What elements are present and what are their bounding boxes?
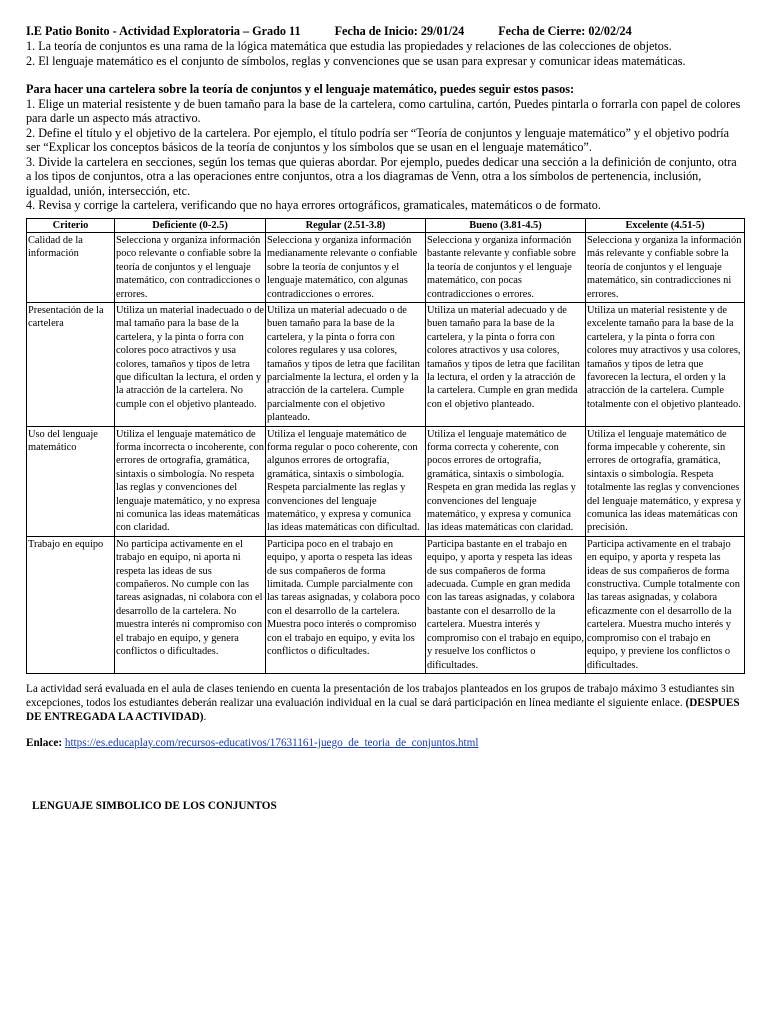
evaluation-text: La actividad será evaluada en el aula de clases teniendo en cuenta la presentación de los trabajos planteados en los grupos de trabajo máximo 3 estudiantes sin excepciones, todos los estudiantes deberán realizar una evaluación individual en la cual se dará participación en línea mediante el siguiente enlace.	[26, 682, 735, 709]
rubric-cell: Utiliza un material inadecuado o de mal tamaño para la base de la cartelera, y la pinta o forra con colores poco atractivos y usa colores, tamaños y tipos de letra que dificultan la lectura, el orden y la atracción de la cartelera. No cumple con el objetivo planteado.	[115, 302, 266, 426]
rubric-cell: Participa activamente en el trabajo en equipo, y aporta y respeta las ideas de sus compañeros de forma constructiva. Cumple totalmente con las tareas asignadas, y colabora eficazmente con el desarrollo de la cartelera. Muestra mucho interés y compromiso con el trabajo en equipo, y previene los conflictos o dificultades.	[586, 536, 745, 673]
rubric-cell: No participa activamente en el trabajo en equipo, ni aporta ni respeta las ideas de sus compañeros. No cumple con las tareas asignadas, ni colabora con el desarrollo de la cartelera. No muestra interés ni compromiso con el trabajo en equipo, y genera conflictos o dificultades.	[115, 536, 266, 673]
enlace-line	[26, 736, 742, 750]
rubric-cell: Participa poco en el trabajo en equipo, y aporta o respeta las ideas de sus compañeros de forma limitada. Cumple parcialmente con las tareas asignadas, y colabora poco con el desarrollo de la cartelera. Muestra poco interés o compromiso con el trabajo en equipo, y evita los conflictos o dificultades.	[266, 536, 426, 673]
rubric-table	[26, 218, 745, 674]
evaluation-note: (DESPUES DE ENTREGADA LA ACTIVIDAD)	[26, 696, 740, 723]
document-header	[26, 24, 742, 39]
step-item: 3. Divide la cartelera en secciones, según los temas que quieras abordar. Por ejemplo, puedes dedicar una sección a la definición de conjunto, otra a los tipos de conjuntos, otra a las operaciones entre conjuntos, otra a los diagramas de Venn, otra a los símbolos de pertenencia, inclusión, igualdad, unión, intersección, etc.	[26, 154, 737, 198]
rubric-cell: Utiliza un material adecuado o de buen tamaño para la base de la cartelera, y la pinta o forra con colores regulares y usa colores, tamaños y tipos de letra que facilitan parcialmente la lectura, el orden y la atracción de la cartelera. Cumple parcialmente con el objetivo planteado.	[266, 302, 426, 426]
rubric-cell: Utiliza el lenguaje matemático de forma regular o poco coherente, con algunos errores de ortografía, gramática, sintaxis o simbología. Respeta parcialmente las reglas y convenciones del lenguaje matemático, y expresa y comunica las ideas matemáticas con dificultad.	[266, 426, 426, 536]
rubric-cell: Selecciona y organiza información bastante relevante y confiable sobre la teoría de conjuntos y el lenguaje matemático, con pocas contradicciones o errores.	[426, 232, 586, 302]
activity-link[interactable]: https://es.educaplay.com/recursos-educativos/17631161-juego_de_teoria_de_conjuntos.html	[64, 736, 479, 749]
enlace-label: Enlace:	[26, 736, 63, 749]
rubric-cell: Utiliza un material resistente y de excelente tamaño para la base de la cartelera, y la pinta o forra con colores muy atractivos y usa colores, tamaños y tipos de letra que favorecen la lectura, el orden y la atracción de la cartelera. Cumple totalmente con el objetivo planteado.	[586, 302, 745, 426]
criterion-cell: Presentación de la cartelera	[27, 302, 115, 426]
end-date: Fecha de Cierre: 02/02/24	[498, 24, 632, 38]
rubric-cell: Utiliza el lenguaje matemático de forma impecable y coherente, sin errores de ortografía, gramática, sintaxis o simbología. Respeta totalmente las reglas y convenciones del lenguaje matemático, y expresa y comunica las ideas matemáticas con precisión.	[586, 426, 745, 536]
criterion-cell: Uso del lenguaje matemático	[27, 426, 115, 536]
rubric-cell: Selecciona y organiza la información más relevante y confiable sobre la teoría de conjuntos y el lenguaje matemático, sin contradicciones ni errores.	[586, 232, 745, 302]
criterion-cell: Trabajo en equipo	[27, 536, 115, 673]
table-row	[27, 232, 745, 302]
rubric-header-row	[27, 218, 745, 232]
rubric-cell: Participa bastante en el trabajo en equipo, y aporta y respeta las ideas de sus compañeros de forma adecuada. Cumple en gran medida con las tareas asignadas, y colabora bastante con el desarrollo de la cartelera. Muestra interés y compromiso con el trabajo en equipo, y resuelve los conflictos o dificultades.	[426, 536, 586, 673]
table-row	[27, 426, 745, 536]
rubric-header-cell: Bueno (3.81-4.5)	[426, 218, 586, 232]
rubric-header-cell: Excelente (4.51-5)	[586, 218, 745, 232]
step-item: 1. Elige un material resistente y de buen tamaño para la base de la cartelera, como cartulina, cartón, Puedes pintarla o forrarla con papel de colores para darle un aspecto más atractivo.	[26, 96, 741, 125]
steps-title: Para hacer una cartelera sobre la teoría de conjuntos y el lenguaje matemático, puedes seguir estos pasos:	[26, 82, 575, 96]
step-item: 4. Revisa y corrige la cartelera, verificando que no haya errores ortográficos, gramaticales, matemáticos o de formato.	[26, 198, 601, 212]
table-row	[27, 536, 745, 673]
intro-item: 1. La teoría de conjuntos es una rama de la lógica matemática que estudia las propiedades y relaciones de las colecciones de objetos.	[26, 39, 672, 53]
table-row	[27, 302, 745, 426]
rubric-header-cell: Deficiente (0-2.5)	[115, 218, 266, 232]
rubric-cell: Utiliza el lenguaje matemático de forma correcta y coherente, con pocos errores de ortografía, gramática, sintaxis o simbología. Respeta en gran medida las reglas y convenciones del lenguaje matemático, y expresa y comunica las ideas matemáticas con claridad.	[426, 426, 586, 536]
rubric-header-cell: Regular (2.51-3.8)	[266, 218, 426, 232]
rubric-cell: Selecciona y organiza información poco relevante o confiable sobre la teoría de conjuntos y el lenguaje matemático, con contradicciones o errores.	[115, 232, 266, 302]
rubric-header-cell: Criterio	[27, 218, 115, 232]
rubric-cell: Utiliza el lenguaje matemático de forma incorrecta o incoherente, con errores de ortografía, gramática, sintaxis o simbología. No respeta las reglas y convenciones del lenguaje matemático, y no expresa ni comunica las ideas matemáticas con claridad.	[115, 426, 266, 536]
intro-item: 2. El lenguaje matemático es el conjunto de símbolos, reglas y convenciones que se usan para expresar y comunicar ideas matemáticas.	[26, 53, 686, 68]
start-date: Fecha de Inicio: 29/01/24	[334, 24, 465, 38]
section-title: LENGUAJE SIMBOLICO DE LOS CONJUNTOS	[32, 799, 277, 812]
step-item: 2. Define el título y el objetivo de la cartelera. Por ejemplo, el título podría ser “Teoría de conjuntos y lenguaje matemático” y el objetivo podría ser “Explicar los conceptos básicos de la teoría de conjuntos y los símbolos que se usan en el lenguaje matemático”.	[26, 125, 730, 154]
evaluation-paragraph: La actividad será evaluada en el aula de clases teniendo en cuenta la presentación de los trabajos planteados en los grupos de trabajo máximo 3 estudiantes sin excepciones, todos los estudiantes deberán realizar una evaluación individual en la cual se dará participación en línea mediante el siguiente enlace. (DESPUES DE ENTREGADA LA ACTIVIDAD).	[26, 682, 740, 723]
rubric-cell: Selecciona y organiza información medianamente relevante o confiable sobre la teoría de conjuntos y el lenguaje matemático, con algunas contradicciones o errores.	[266, 232, 426, 302]
institution-title: I.E Patio Bonito - Actividad Exploratoria – Grado 11	[26, 24, 301, 38]
rubric-cell: Utiliza un material adecuado y de buen tamaño para la base de la cartelera, y la pinta o forra con colores atractivos y usa colores, tamaños y tipos de letra que facilitan la lectura, el orden y la atracción de la cartelera. Cumple en gran medida con el objetivo planteado.	[426, 302, 586, 426]
criterion-cell: Calidad de la información	[27, 232, 115, 302]
